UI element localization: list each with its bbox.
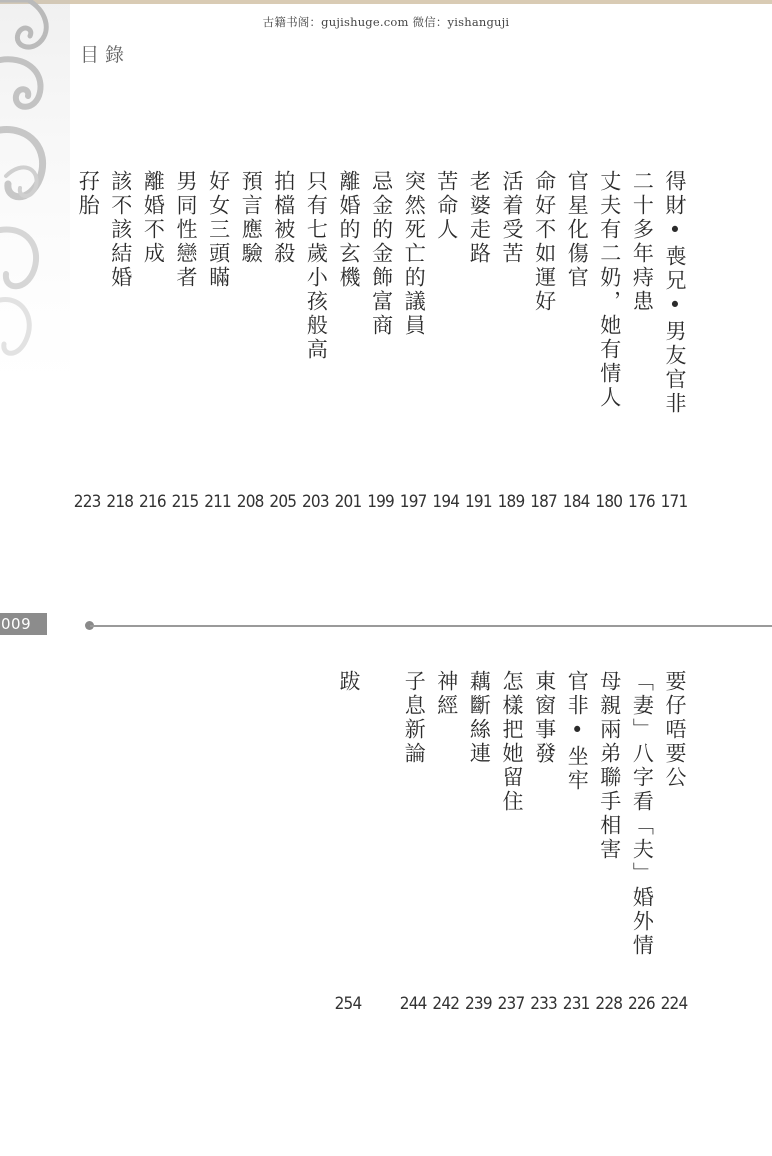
toc-entry-title: 活着受苦	[500, 170, 524, 266]
toc-entry-title: 突然死亡的議員	[402, 170, 427, 338]
toc-entry-title: 要仔唔要公	[663, 670, 687, 790]
toc-entry-title: 忌金的金飾富商	[369, 170, 394, 338]
toc-entry-title: 二十多年痔患	[630, 170, 655, 314]
toc-entry-page: 254	[334, 994, 362, 1014]
toc-entry-title: 離婚不成	[141, 170, 166, 266]
toc-entry-page: 242	[432, 994, 460, 1014]
toc-entry-page: 233	[530, 994, 557, 1014]
toc-entry-page: 205	[269, 492, 297, 512]
toc-entry-page: 211	[204, 492, 231, 512]
toc-entry-title: 子息新論	[402, 670, 427, 766]
toc-entry-title: 藕斷絲連	[467, 670, 492, 766]
toc-entry-title: 神經	[434, 670, 459, 718]
toc-entry-title: 得財•喪兄•男友官非	[663, 170, 687, 416]
toc-entry-page: 226	[627, 994, 655, 1014]
toc-entry-page: 187	[530, 492, 557, 512]
toc-entry-page: 244	[399, 994, 427, 1014]
toc-entry-title: 孖胎	[76, 170, 101, 218]
toc-entry-page: 197	[399, 492, 427, 512]
page-title: 目錄	[80, 44, 131, 66]
toc-entry-title: 官星化傷官	[565, 170, 590, 290]
toc-entry-page: 239	[464, 994, 492, 1014]
toc-entry-title: 跋	[337, 670, 361, 694]
toc-entry-page: 224	[660, 994, 688, 1014]
toc-entry-title: 母親兩弟聯手相害	[597, 670, 622, 862]
toc-entry-page: 218	[106, 492, 134, 512]
toc-entry-title: 「妻」八字看「夫」婚外情	[630, 670, 655, 958]
toc-entry-title: 預言應驗	[239, 170, 264, 266]
toc-entry-page: 215	[171, 492, 199, 512]
toc-entry-page: 228	[595, 994, 623, 1014]
toc-entry-title: 只有七歲小孩般高	[304, 170, 329, 362]
toc-entry-page: 216	[138, 492, 166, 512]
toc-entry-page: 208	[236, 492, 264, 512]
top-border	[0, 0, 772, 4]
toc-entry-page: 223	[73, 492, 101, 512]
toc-entry-page: 171	[660, 492, 688, 512]
toc-entry-title: 苦命人	[434, 170, 459, 242]
toc-entry-title: 命好不如運好	[532, 170, 557, 314]
toc-entry-page: 191	[464, 492, 492, 512]
floral-ornament-icon	[0, 0, 72, 390]
toc-entry-title: 怎樣把她留住	[500, 670, 524, 814]
toc-entry-title: 該不該結婚	[108, 170, 133, 290]
toc-entry-page: 199	[367, 492, 394, 512]
toc-entry-page: 176	[627, 492, 655, 512]
toc-entry-page: 180	[595, 492, 623, 512]
toc-entry-title: 離婚的玄機	[337, 170, 361, 290]
toc-entry-title: 老婆走路	[467, 170, 492, 266]
toc-entry-title: 拍檔被殺	[271, 170, 296, 266]
toc-entry-title: 官非•坐牢	[565, 670, 590, 793]
toc-entry-title: 東窗事發	[532, 670, 557, 766]
toc-entry-title: 男同性戀者	[174, 170, 198, 290]
toc-entry-title: 好女三頭瞞	[206, 170, 231, 290]
section-divider	[90, 625, 772, 627]
toc-entry-page: 237	[497, 994, 525, 1014]
toc-entry-page: 203	[301, 492, 329, 512]
toc-entry-title: 丈夫有二奶，她有情人	[597, 170, 622, 410]
toc-entry-page: 189	[497, 492, 525, 512]
toc-entry-page: 194	[432, 492, 460, 512]
toc-entry-page: 201	[334, 492, 362, 512]
watermark-text: 古籍书阁：gujishuge.com 微信：yishanguji	[262, 15, 510, 29]
toc-entry-page: 231	[562, 994, 590, 1014]
page-number-badge: 009	[0, 613, 47, 635]
toc-entry-page: 184	[562, 492, 590, 512]
